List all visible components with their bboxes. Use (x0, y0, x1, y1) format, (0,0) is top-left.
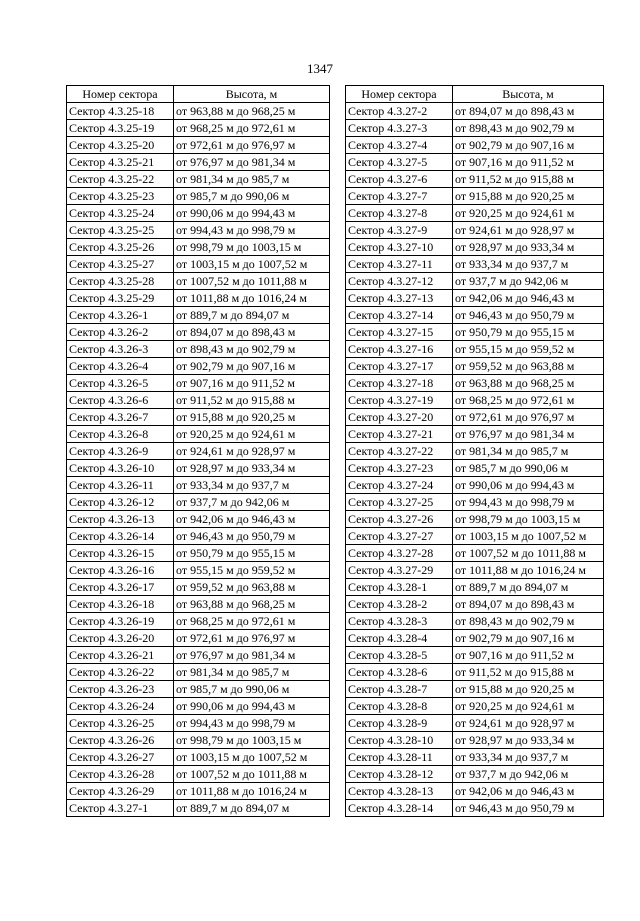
header-height: Высота, м (174, 86, 330, 103)
page-number: 1347 (307, 61, 333, 76)
table-row (67, 341, 330, 358)
table-row (67, 392, 330, 409)
sector-number-cell: Сектор 4.3.26-11 (67, 477, 174, 494)
table-row (346, 783, 604, 800)
table-row (346, 103, 604, 120)
sector-number-cell: Сектор 4.3.26-24 (67, 698, 174, 715)
sector-number-cell: Сектор 4.3.25-22 (67, 171, 174, 188)
sector-number-cell: Сектор 4.3.25-19 (67, 120, 174, 137)
sector-number-cell: Сектор 4.3.27-2 (346, 103, 453, 120)
height-range-cell: от 933,34 м до 937,7 м (174, 477, 330, 494)
height-range-cell: от 972,61 м до 976,97 м (453, 409, 604, 426)
height-range-cell: от 950,79 м до 955,15 м (174, 545, 330, 562)
height-range-cell: от 968,25 м до 972,61 м (174, 613, 330, 630)
sector-number-cell: Сектор 4.3.28-13 (346, 783, 453, 800)
sector-number-cell: Сектор 4.3.25-21 (67, 154, 174, 171)
sector-number-cell: Сектор 4.3.27-13 (346, 290, 453, 307)
height-range-cell: от 928,97 м до 933,34 м (174, 460, 330, 477)
table-row (346, 409, 604, 426)
sector-number-cell: Сектор 4.3.26-26 (67, 732, 174, 749)
sector-number-cell: Сектор 4.3.28-2 (346, 596, 453, 613)
table-row (346, 477, 604, 494)
height-range-cell: от 928,97 м до 933,34 м (453, 732, 604, 749)
height-range-cell: от 946,43 м до 950,79 м (453, 800, 604, 817)
height-range-cell: от 911,52 м до 915,88 м (453, 664, 604, 681)
sector-number-cell: Сектор 4.3.28-11 (346, 749, 453, 766)
table-row (67, 290, 330, 307)
table-row (346, 188, 604, 205)
height-range-cell: от 924,61 м до 928,97 м (453, 715, 604, 732)
height-range-cell: от 1011,88 м до 1016,24 м (453, 562, 604, 579)
sector-number-cell: Сектор 4.3.27-11 (346, 256, 453, 273)
height-range-cell: от 937,7 м до 942,06 м (174, 494, 330, 511)
sector-number-cell: Сектор 4.3.26-7 (67, 409, 174, 426)
sector-number-cell: Сектор 4.3.27-14 (346, 307, 453, 324)
table-row (346, 443, 604, 460)
table-row (67, 715, 330, 732)
sector-number-cell: Сектор 4.3.27-7 (346, 188, 453, 205)
height-range-cell: от 990,06 м до 994,43 м (174, 205, 330, 222)
table-row (346, 256, 604, 273)
height-range-cell: от 972,61 м до 976,97 м (174, 630, 330, 647)
sector-number-cell: Сектор 4.3.27-16 (346, 341, 453, 358)
table-header-row (67, 86, 330, 103)
table-row (67, 375, 330, 392)
sector-number-cell: Сектор 4.3.26-28 (67, 766, 174, 783)
height-range-cell: от 990,06 м до 994,43 м (453, 477, 604, 494)
sector-number-cell: Сектор 4.3.27-6 (346, 171, 453, 188)
height-range-cell: от 889,7 м до 894,07 м (174, 800, 330, 817)
header-sector-number: Номер сектора (346, 86, 453, 103)
sector-number-cell: Сектор 4.3.25-18 (67, 103, 174, 120)
sector-number-cell: Сектор 4.3.26-8 (67, 426, 174, 443)
height-range-cell: от 1011,88 м до 1016,24 м (174, 290, 330, 307)
height-range-cell: от 985,7 м до 990,06 м (174, 188, 330, 205)
table-row (346, 613, 604, 630)
height-range-cell: от 924,61 м до 928,97 м (453, 222, 604, 239)
sector-number-cell: Сектор 4.3.27-24 (346, 477, 453, 494)
sector-number-cell: Сектор 4.3.26-6 (67, 392, 174, 409)
sector-number-cell: Сектор 4.3.27-28 (346, 545, 453, 562)
table-row (67, 171, 330, 188)
sector-number-cell: Сектор 4.3.28-12 (346, 766, 453, 783)
height-range-cell: от 985,7 м до 990,06 м (453, 460, 604, 477)
height-range-cell: от 902,79 м до 907,16 м (174, 358, 330, 375)
sector-number-cell: Сектор 4.3.25-23 (67, 188, 174, 205)
table-row (346, 732, 604, 749)
sector-number-cell: Сектор 4.3.26-16 (67, 562, 174, 579)
table-row (67, 273, 330, 290)
table-row (67, 409, 330, 426)
height-range-cell: от 1007,52 м до 1011,88 м (174, 766, 330, 783)
height-range-cell: от 990,06 м до 994,43 м (174, 698, 330, 715)
table-row (67, 188, 330, 205)
height-range-cell: от 898,43 м до 902,79 м (453, 120, 604, 137)
sector-number-cell: Сектор 4.3.28-5 (346, 647, 453, 664)
height-range-cell: от 963,88 м до 968,25 м (453, 375, 604, 392)
height-range-cell: от 981,34 м до 985,7 м (174, 664, 330, 681)
table-row (67, 528, 330, 545)
sector-number-cell: Сектор 4.3.27-15 (346, 324, 453, 341)
sector-number-cell: Сектор 4.3.27-22 (346, 443, 453, 460)
sector-number-cell: Сектор 4.3.28-6 (346, 664, 453, 681)
table-row (67, 477, 330, 494)
table-row (346, 749, 604, 766)
table-row (67, 783, 330, 800)
height-range-cell: от 911,52 м до 915,88 м (174, 392, 330, 409)
sector-number-cell: Сектор 4.3.26-19 (67, 613, 174, 630)
sector-number-cell: Сектор 4.3.28-7 (346, 681, 453, 698)
sector-number-cell: Сектор 4.3.26-27 (67, 749, 174, 766)
height-range-cell: от 915,88 м до 920,25 м (174, 409, 330, 426)
table-row (67, 800, 330, 817)
table-row (346, 800, 604, 817)
height-range-cell: от 894,07 м до 898,43 м (453, 596, 604, 613)
height-range-cell: от 994,43 м до 998,79 м (453, 494, 604, 511)
table-row (346, 137, 604, 154)
sector-number-cell: Сектор 4.3.26-17 (67, 579, 174, 596)
table-row (346, 120, 604, 137)
table-row (67, 749, 330, 766)
height-range-cell: от 998,79 м до 1003,15 м (174, 732, 330, 749)
sector-number-cell: Сектор 4.3.26-14 (67, 528, 174, 545)
height-range-cell: от 946,43 м до 950,79 м (174, 528, 330, 545)
sector-number-cell: Сектор 4.3.25-29 (67, 290, 174, 307)
height-range-cell: от 955,15 м до 959,52 м (174, 562, 330, 579)
height-range-cell: от 898,43 м до 902,79 м (174, 341, 330, 358)
height-range-cell: от 963,88 м до 968,25 м (174, 596, 330, 613)
height-range-cell: от 942,06 м до 946,43 м (174, 511, 330, 528)
sector-number-cell: Сектор 4.3.26-23 (67, 681, 174, 698)
table-row (346, 171, 604, 188)
height-range-cell: от 998,79 м до 1003,15 м (174, 239, 330, 256)
sector-number-cell: Сектор 4.3.27-8 (346, 205, 453, 222)
table-row (346, 205, 604, 222)
height-range-cell: от 937,7 м до 942,06 м (453, 273, 604, 290)
height-range-cell: от 985,7 м до 990,06 м (174, 681, 330, 698)
table-row (346, 596, 604, 613)
sector-number-cell: Сектор 4.3.26-1 (67, 307, 174, 324)
table-row (346, 511, 604, 528)
header-height: Высота, м (453, 86, 604, 103)
table-header-row (346, 86, 604, 103)
table-row (346, 290, 604, 307)
height-range-cell: от 894,07 м до 898,43 м (453, 103, 604, 120)
table-row (346, 545, 604, 562)
sector-number-cell: Сектор 4.3.25-25 (67, 222, 174, 239)
height-range-cell: от 976,97 м до 981,34 м (174, 154, 330, 171)
height-range-cell: от 907,16 м до 911,52 м (453, 154, 604, 171)
table-row (67, 307, 330, 324)
height-range-cell: от 968,25 м до 972,61 м (453, 392, 604, 409)
table-row (67, 460, 330, 477)
sector-number-cell: Сектор 4.3.26-10 (67, 460, 174, 477)
table-row (67, 443, 330, 460)
height-range-cell: от 902,79 м до 907,16 м (453, 137, 604, 154)
sector-number-cell: Сектор 4.3.26-5 (67, 375, 174, 392)
sector-number-cell: Сектор 4.3.27-25 (346, 494, 453, 511)
table-row (67, 239, 330, 256)
table-row (67, 205, 330, 222)
sector-number-cell: Сектор 4.3.27-5 (346, 154, 453, 171)
table-row (67, 154, 330, 171)
height-range-cell: от 889,7 м до 894,07 м (174, 307, 330, 324)
height-range-cell: от 950,79 м до 955,15 м (453, 324, 604, 341)
table-row (67, 766, 330, 783)
height-range-cell: от 942,06 м до 946,43 м (453, 290, 604, 307)
sector-number-cell: Сектор 4.3.26-15 (67, 545, 174, 562)
sector-number-cell: Сектор 4.3.27-21 (346, 426, 453, 443)
height-range-cell: от 1003,15 м до 1007,52 м (174, 256, 330, 273)
sector-number-cell: Сектор 4.3.26-20 (67, 630, 174, 647)
sector-number-cell: Сектор 4.3.25-26 (67, 239, 174, 256)
sector-number-cell: Сектор 4.3.27-12 (346, 273, 453, 290)
height-range-cell: от 920,25 м до 924,61 м (174, 426, 330, 443)
table-row (346, 715, 604, 732)
table-row (67, 630, 330, 647)
height-range-cell: от 920,25 м до 924,61 м (453, 698, 604, 715)
table-row (67, 120, 330, 137)
height-range-cell: от 959,52 м до 963,88 м (174, 579, 330, 596)
height-range-cell: от 955,15 м до 959,52 м (453, 341, 604, 358)
height-range-cell: от 902,79 м до 907,16 м (453, 630, 604, 647)
sector-number-cell: Сектор 4.3.26-25 (67, 715, 174, 732)
sector-number-cell: Сектор 4.3.25-20 (67, 137, 174, 154)
sector-number-cell: Сектор 4.3.27-1 (67, 800, 174, 817)
table-row (346, 307, 604, 324)
table-row (346, 154, 604, 171)
table-row (346, 222, 604, 239)
table-row (67, 732, 330, 749)
height-range-cell: от 1003,15 м до 1007,52 м (453, 528, 604, 545)
table-row (346, 375, 604, 392)
sector-number-cell: Сектор 4.3.26-18 (67, 596, 174, 613)
sector-number-cell: Сектор 4.3.25-24 (67, 205, 174, 222)
sector-number-cell: Сектор 4.3.28-10 (346, 732, 453, 749)
sector-number-cell: Сектор 4.3.26-9 (67, 443, 174, 460)
height-range-cell: от 928,97 м до 933,34 м (453, 239, 604, 256)
height-range-cell: от 898,43 м до 902,79 м (453, 613, 604, 630)
height-range-cell: от 998,79 м до 1003,15 м (453, 511, 604, 528)
table-row (346, 426, 604, 443)
table-row (346, 766, 604, 783)
sector-number-cell: Сектор 4.3.28-3 (346, 613, 453, 630)
height-range-cell: от 972,61 м до 976,97 м (174, 137, 330, 154)
sector-number-cell: Сектор 4.3.26-3 (67, 341, 174, 358)
sector-number-cell: Сектор 4.3.26-22 (67, 664, 174, 681)
sector-number-cell: Сектор 4.3.28-4 (346, 630, 453, 647)
sector-number-cell: Сектор 4.3.27-26 (346, 511, 453, 528)
sector-number-cell: Сектор 4.3.27-20 (346, 409, 453, 426)
table-row (346, 324, 604, 341)
table-row (67, 545, 330, 562)
sector-number-cell: Сектор 4.3.27-3 (346, 120, 453, 137)
height-range-cell: от 942,06 м до 946,43 м (453, 783, 604, 800)
sector-number-cell: Сектор 4.3.28-8 (346, 698, 453, 715)
height-range-cell: от 907,16 м до 911,52 м (453, 647, 604, 664)
table-row (67, 324, 330, 341)
height-range-cell: от 968,25 м до 972,61 м (174, 120, 330, 137)
sector-height-table-right (345, 85, 604, 817)
table-row (346, 392, 604, 409)
table-row (346, 681, 604, 698)
table-row (67, 647, 330, 664)
height-range-cell: от 1007,52 м до 1011,88 м (453, 545, 604, 562)
table-row (67, 511, 330, 528)
height-range-cell: от 981,34 м до 985,7 м (453, 443, 604, 460)
header-sector-number: Номер сектора (67, 86, 174, 103)
sector-number-cell: Сектор 4.3.27-4 (346, 137, 453, 154)
table-row (67, 596, 330, 613)
height-range-cell: от 937,7 м до 942,06 м (453, 766, 604, 783)
table-row (67, 613, 330, 630)
height-range-cell: от 933,34 м до 937,7 м (453, 749, 604, 766)
table-row (67, 358, 330, 375)
height-range-cell: от 894,07 м до 898,43 м (174, 324, 330, 341)
sector-number-cell: Сектор 4.3.26-2 (67, 324, 174, 341)
sector-number-cell: Сектор 4.3.26-13 (67, 511, 174, 528)
table-row (346, 664, 604, 681)
height-range-cell: от 1003,15 м до 1007,52 м (174, 749, 330, 766)
height-range-cell: от 994,43 м до 998,79 м (174, 715, 330, 732)
table-row (67, 698, 330, 715)
sector-number-cell: Сектор 4.3.25-28 (67, 273, 174, 290)
height-range-cell: от 889,7 м до 894,07 м (453, 579, 604, 596)
table-row (67, 256, 330, 273)
sector-number-cell: Сектор 4.3.27-27 (346, 528, 453, 545)
height-range-cell: от 915,88 м до 920,25 м (453, 188, 604, 205)
sector-number-cell: Сектор 4.3.26-4 (67, 358, 174, 375)
sector-number-cell: Сектор 4.3.27-18 (346, 375, 453, 392)
height-range-cell: от 976,97 м до 981,34 м (453, 426, 604, 443)
table-row (346, 494, 604, 511)
sector-number-cell: Сектор 4.3.27-23 (346, 460, 453, 477)
table-row (346, 562, 604, 579)
height-range-cell: от 1011,88 м до 1016,24 м (174, 783, 330, 800)
table-row (346, 630, 604, 647)
table-row (67, 664, 330, 681)
height-range-cell: от 959,52 м до 963,88 м (453, 358, 604, 375)
height-range-cell: от 994,43 м до 998,79 м (174, 222, 330, 239)
table-row (67, 103, 330, 120)
sector-number-cell: Сектор 4.3.25-27 (67, 256, 174, 273)
table-row (67, 426, 330, 443)
table-row (346, 579, 604, 596)
height-range-cell: от 920,25 м до 924,61 м (453, 205, 604, 222)
height-range-cell: от 1007,52 м до 1011,88 м (174, 273, 330, 290)
height-range-cell: от 907,16 м до 911,52 м (174, 375, 330, 392)
table-row (67, 222, 330, 239)
height-range-cell: от 976,97 м до 981,34 м (174, 647, 330, 664)
table-row (67, 681, 330, 698)
table-row (346, 698, 604, 715)
table-row (346, 460, 604, 477)
height-range-cell: от 911,52 м до 915,88 м (453, 171, 604, 188)
table-row (346, 528, 604, 545)
sector-number-cell: Сектор 4.3.27-19 (346, 392, 453, 409)
sector-height-table-left (66, 85, 330, 817)
table-row (346, 341, 604, 358)
sector-number-cell: Сектор 4.3.28-9 (346, 715, 453, 732)
height-range-cell: от 963,88 м до 968,25 м (174, 103, 330, 120)
sector-number-cell: Сектор 4.3.27-17 (346, 358, 453, 375)
sector-number-cell: Сектор 4.3.28-14 (346, 800, 453, 817)
sector-number-cell: Сектор 4.3.28-1 (346, 579, 453, 596)
sector-number-cell: Сектор 4.3.26-29 (67, 783, 174, 800)
table-row (67, 494, 330, 511)
height-range-cell: от 946,43 м до 950,79 м (453, 307, 604, 324)
sector-number-cell: Сектор 4.3.27-10 (346, 239, 453, 256)
height-range-cell: от 933,34 м до 937,7 м (453, 256, 604, 273)
table-row (67, 579, 330, 596)
table-row (67, 137, 330, 154)
table-row (346, 273, 604, 290)
table-row (67, 562, 330, 579)
height-range-cell: от 981,34 м до 985,7 м (174, 171, 330, 188)
sector-number-cell: Сектор 4.3.26-21 (67, 647, 174, 664)
table-row (346, 239, 604, 256)
height-range-cell: от 924,61 м до 928,97 м (174, 443, 330, 460)
table-row (346, 647, 604, 664)
sector-number-cell: Сектор 4.3.27-29 (346, 562, 453, 579)
height-range-cell: от 915,88 м до 920,25 м (453, 681, 604, 698)
sector-number-cell: Сектор 4.3.27-9 (346, 222, 453, 239)
sector-number-cell: Сектор 4.3.26-12 (67, 494, 174, 511)
table-row (346, 358, 604, 375)
